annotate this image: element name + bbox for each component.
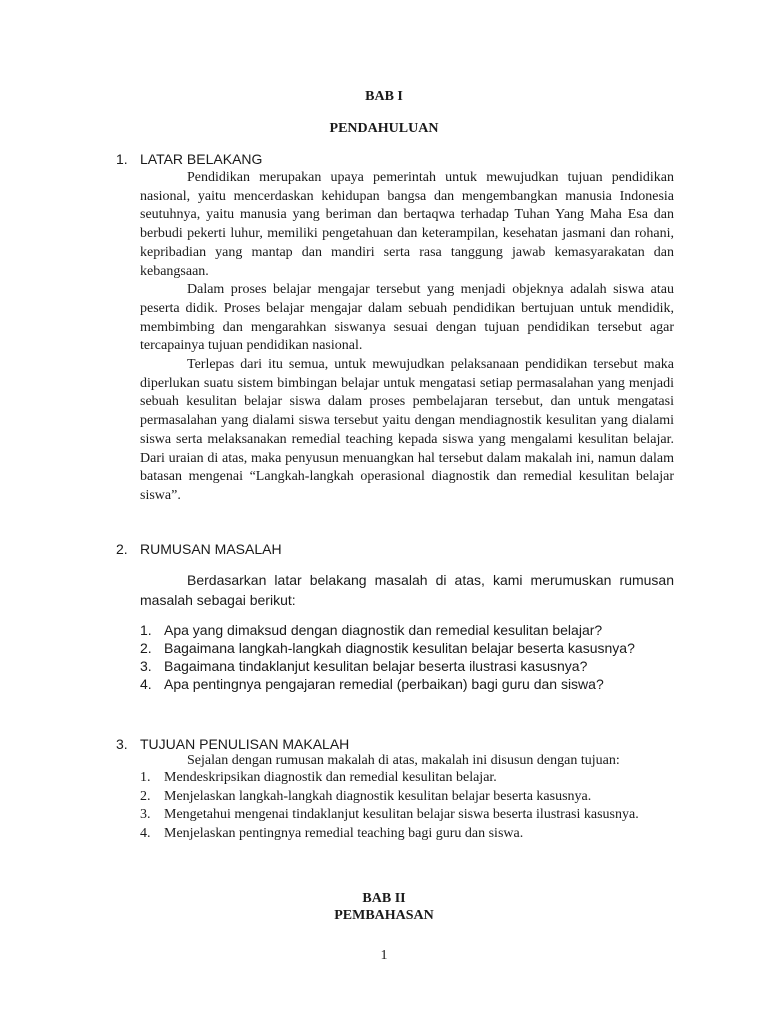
list-item <box>140 769 674 788</box>
list-text: Apa pentingnya pengajaran remedial (perbaikan) bagi guru dan siswa? <box>164 676 604 692</box>
list-item <box>140 639 674 657</box>
paragraph: Terlepas dari itu semua, untuk mewujudkan pelaksanaan pendidikan tersebut maka diperlukan suatu sistem bimbingan belajar untuk mengatasi setiap permasalahan yang menjadi sebuah kesulitan belajar siswa dalam proses pembelajaran tersebut, dan untuk mengatasi permasalahan yang dialami siswa tersebut yaitu dengan mendiagnostik kesulitan yang dialami siswa serta melaksanakan remedial teaching kepada siswa yang mengalami kesulitan belajar. Dari uraian di atas, maka penyusun menuangkan hal tersebut dalam makalah ini, namun dalam batasan mengenai “Langkah-langkah operasional diagnostik dan remedial kesulitan belajar siswa”. <box>140 357 674 503</box>
section-number: 3. <box>116 736 128 752</box>
section-title: LATAR BELAKANG <box>140 151 263 167</box>
list-number: 4. <box>140 676 152 692</box>
list-text: Mengetahui mengenai tindaklanjut kesulitan belajar siswa beserta ilustrasi kasusnya. <box>164 807 639 822</box>
list-number: 2. <box>140 640 152 656</box>
list-item <box>140 675 674 693</box>
section-title: RUMUSAN MASALAH <box>140 541 282 557</box>
page-number: 1 <box>380 948 388 963</box>
chapter-title: BAB II <box>362 891 406 906</box>
section-heading-rumusan-masalah <box>116 541 282 557</box>
list-number: 4. <box>140 825 151 841</box>
list-text: Menjelaskan langkah-langkah diagnostik kesulitan belajar beserta kasusnya. <box>164 788 592 804</box>
list-item <box>140 806 674 825</box>
list-number: 3. <box>140 658 152 674</box>
chapter-subtitle: PEMBAHASAN <box>334 908 434 923</box>
list-number: 3. <box>140 807 151 822</box>
paragraph: Pendidikan merupakan upaya pemerintah untuk mewujudkan tujuan pendidikan nasional, yaitu mencerdaskan kehidupan bangsa dan mengembangkan manusia Indonesia seutuhnya, yaitu manusia yang beriman dan bertaqwa terhadap Tuhan Yang Maha Esa dan berbudi pekerti luhur, memiliki pengetahuan dan keterampilan, kesehatan jasmani dan rohani, kepribadian yang mantap dan mandiri serta rasa tanggung jawab kemasyarakatan dan kebangsaan. <box>140 170 674 279</box>
tujuan-list <box>140 769 674 843</box>
section-number: 2. <box>116 541 128 557</box>
chapter-subtitle: PENDAHULUAN <box>329 121 439 136</box>
section-number: 1. <box>116 151 128 167</box>
list-text: Bagaimana langkah-langkah diagnostik kesulitan belajar beserta kasusnya? <box>164 640 635 656</box>
paragraph: Dalam proses belajar mengajar tersebut yang menjadi objeknya adalah siswa atau peserta didik. Proses belajar mengajar dalam sebuah pendidikan bertujuan untuk mendidik, membimbing dan mengarahkan siswanya sesuai dengan tujuan pendidikan tersebut agar tercapainya tujuan pendidikan nasional. <box>140 282 674 354</box>
list-item <box>140 621 674 639</box>
section-title: TUJUAN PENULISAN MAKALAH <box>140 736 350 752</box>
paragraph: Sejalan dengan rumusan makalah di atas, makalah ini disusun dengan tujuan: <box>187 753 620 768</box>
section-body-latar-belakang <box>140 169 674 506</box>
list-text: Apa yang dimaksud dengan diagnostik dan remedial kesulitan belajar? <box>164 622 603 638</box>
list-number: 2. <box>140 788 151 804</box>
section-heading-latar-belakang <box>116 151 262 167</box>
section-heading-tujuan <box>116 736 349 752</box>
paragraph: Berdasarkan latar belakang masalah di atas, kami merumuskan rumusan masalah sebagai berikut: <box>140 572 674 608</box>
list-text: Mendeskripsikan diagnostik dan remedial kesulitan belajar. <box>164 770 497 785</box>
list-text: Bagaimana tindaklanjut kesulitan belajar beserta ilustrasi kasusnya? <box>164 658 588 674</box>
list-item <box>140 825 674 844</box>
chapter-title: BAB I <box>365 89 403 104</box>
list-item <box>140 657 674 675</box>
list-item <box>140 788 674 807</box>
list-number: 1. <box>140 622 152 638</box>
list-number: 1. <box>140 770 151 785</box>
list-text: Menjelaskan pentingnya remedial teaching bagi guru dan siswa. <box>164 825 524 841</box>
rumusan-list <box>140 621 674 693</box>
